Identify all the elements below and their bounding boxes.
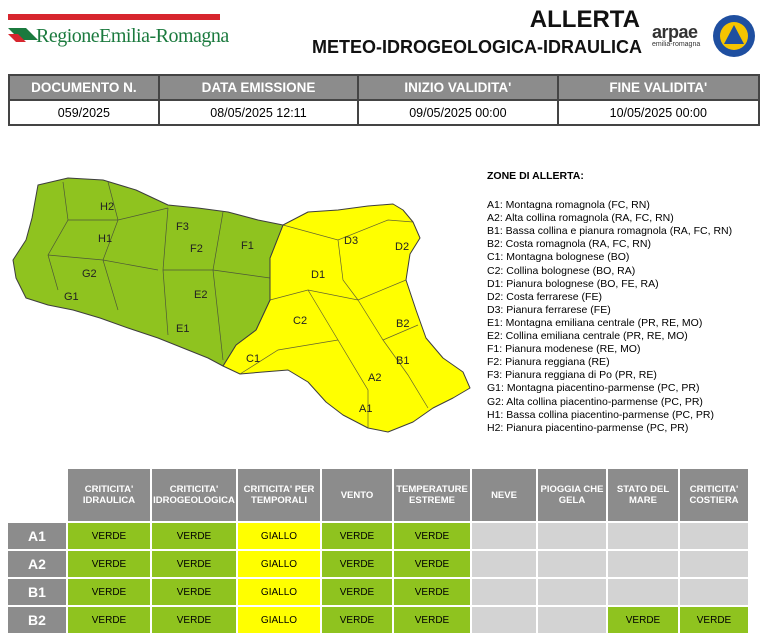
legend-item: H2: Pianura piacentino-parmense (PC, PR) (487, 421, 689, 434)
risk-cell: VERDE (321, 606, 393, 634)
risk-header-line: CRITICITA' PER (243, 484, 315, 495)
header (0, 0, 768, 68)
map-label-f2: F2 (190, 243, 203, 255)
legend-item: G1: Montagna piacentino-parmense (PC, PR) (487, 382, 700, 395)
document-value-row (9, 100, 759, 125)
risk-header-line: IDROGEOLOGICA (153, 495, 235, 506)
map-label-b2: B2 (396, 318, 410, 330)
doc-start-date: 09/05/2025 00:00 (358, 100, 557, 125)
risk-cell: GIALLO (237, 522, 321, 550)
risk-cell (537, 522, 607, 550)
risk-header-line: TEMPORALI (251, 495, 307, 506)
document-info-table (8, 74, 760, 126)
legend-item: F2: Pianura reggiana (RE) (487, 356, 610, 369)
risk-cell: VERDE (67, 606, 151, 634)
page-subtitle: METEO-IDROGEOLOGICA-IDRAULICA (312, 37, 642, 57)
region-logo (8, 14, 229, 50)
risk-column-header (679, 468, 749, 522)
doc-header-end: FINE VALIDITA' (558, 75, 759, 100)
risk-header-line: CRITICITA' (169, 484, 219, 495)
risk-cell (471, 606, 537, 634)
map-label-a1: A1 (359, 403, 373, 415)
risk-header-line: GELA (558, 495, 586, 506)
legend-item: H1: Bassa collina piacentino-parmense (PC, PR) (487, 408, 715, 421)
arpae-logo-subtext: emilia-romagna (652, 41, 701, 48)
map-label-e1: E1 (176, 323, 190, 335)
risk-cell: VERDE (393, 606, 471, 634)
risk-cell: VERDE (393, 550, 471, 578)
risk-cell (607, 522, 679, 550)
risk-column-header (607, 468, 679, 522)
page-title: ALLERTA (529, 6, 640, 33)
doc-header-number: DOCUMENTO N. (9, 75, 159, 100)
legend-item: E2: Collina emiliana centrale (PR, RE, MO) (487, 330, 688, 343)
legend-item: B1: Bassa collina e pianura romagnola (RA, FC, RN) (487, 225, 733, 238)
legend-item: D2: Costa ferrarese (FE) (487, 290, 602, 303)
risk-column-header (537, 468, 607, 522)
risk-cell: GIALLO (237, 550, 321, 578)
logo-red-bar (8, 14, 220, 20)
legend-item: C1: Montagna bolognese (BO) (487, 251, 630, 264)
map-label-b1: B1 (396, 355, 410, 367)
region-logo-text: RegioneEmilia-Romagna (36, 25, 229, 47)
risk-cell: VERDE (679, 606, 749, 634)
risk-cell (679, 578, 749, 606)
risk-cell (537, 606, 607, 634)
risk-header-line: VENTO (340, 489, 374, 501)
legend-item: F3: Pianura reggiana di Po (PR, RE) (487, 369, 657, 382)
risk-cell: VERDE (607, 606, 679, 634)
risk-row (7, 550, 749, 578)
doc-header-emission: DATA EMISSIONE (159, 75, 358, 100)
risk-zone-label: B1 (7, 578, 67, 606)
legend-title: ZONE DI ALLERTA: (487, 170, 584, 182)
risk-header-line: CRITICITA' (689, 484, 739, 495)
map-label-g2: G2 (82, 268, 97, 280)
legend-item: A1: Montagna romagnola (FC, RN) (487, 199, 650, 212)
risk-cell (679, 550, 749, 578)
risk-header-line: CRITICITA' (84, 484, 134, 495)
map-label-a2: A2 (368, 372, 382, 384)
map-label-c2: C2 (293, 315, 308, 327)
map-label-f1: F1 (241, 240, 254, 252)
risk-column-header (321, 468, 393, 522)
legend-item: A2: Alta collina romagnola (RA, FC, RN) (487, 212, 674, 225)
risk-cell: GIALLO (237, 606, 321, 634)
risk-header-line: STATO DEL (616, 484, 670, 495)
risk-cell (607, 578, 679, 606)
legend-item: C2: Collina bolognese (BO, RA) (487, 264, 636, 277)
risk-cell (537, 578, 607, 606)
risk-header-row (7, 468, 749, 522)
risk-cell (607, 550, 679, 578)
doc-emission-date: 08/05/2025 12:11 (159, 100, 358, 125)
risk-cell: VERDE (393, 578, 471, 606)
risk-row (7, 578, 749, 606)
risk-table (6, 467, 750, 635)
legend-item: D1: Pianura bolognese (BO, FE, RA) (487, 277, 659, 290)
arpae-logo (652, 22, 710, 52)
risk-cell (471, 550, 537, 578)
risk-cell: GIALLO (237, 578, 321, 606)
legend-list (487, 199, 762, 435)
map-label-h1: H1 (98, 233, 113, 245)
protezione-civile-logo-icon (712, 14, 756, 58)
document-header-row (9, 75, 759, 100)
alert-zone-map (8, 160, 476, 440)
map-label-d3: D3 (344, 235, 359, 247)
legend-item: E1: Montagna emiliana centrale (PR, RE, MO) (487, 316, 703, 329)
risk-header-line: ESTREME (409, 495, 455, 506)
risk-row (7, 522, 749, 550)
risk-zone-label: A2 (7, 550, 67, 578)
risk-header-line: COSTIERA (689, 495, 739, 506)
risk-column-header (67, 468, 151, 522)
risk-header-line: IDRAULICA (82, 495, 136, 506)
risk-cell: VERDE (67, 550, 151, 578)
risk-column-header (237, 468, 321, 522)
map-label-g1: G1 (64, 291, 79, 303)
risk-cell (471, 578, 537, 606)
risk-corner-cell (7, 468, 67, 522)
risk-column-header (151, 468, 237, 522)
legend-item: F1: Pianura modenese (RE, MO) (487, 343, 641, 356)
risk-row (7, 606, 749, 634)
risk-cell: VERDE (151, 522, 237, 550)
risk-cell (471, 522, 537, 550)
risk-column-header (471, 468, 537, 522)
risk-cell: VERDE (321, 550, 393, 578)
legend-item: G2: Alta collina piacentino-parmense (PC, PR) (487, 395, 703, 408)
doc-header-start: INIZIO VALIDITA' (358, 75, 557, 100)
legend-item: D3: Pianura ferrarese (FE) (487, 303, 611, 316)
risk-header-line: MARE (629, 495, 657, 506)
risk-cell (537, 550, 607, 578)
risk-zone-label: B2 (7, 606, 67, 634)
risk-cell: VERDE (67, 578, 151, 606)
legend-item: B2: Costa romagnola (RA, FC, RN) (487, 238, 651, 251)
risk-cell: VERDE (321, 578, 393, 606)
risk-cell: VERDE (67, 522, 151, 550)
risk-header-line: TEMPERATURE (396, 484, 468, 495)
zone-legend (487, 170, 762, 435)
risk-cell: VERDE (151, 550, 237, 578)
risk-header-line: NEVE (491, 489, 517, 501)
map-label-e2: E2 (194, 289, 208, 301)
risk-cell: VERDE (151, 578, 237, 606)
risk-cell (679, 522, 749, 550)
doc-end-date: 10/05/2025 00:00 (558, 100, 759, 125)
risk-cell: VERDE (393, 522, 471, 550)
risk-column-header (393, 468, 471, 522)
arpae-logo-text: arpae (652, 22, 698, 42)
map-label-d1: D1 (311, 269, 326, 281)
risk-cell: VERDE (151, 606, 237, 634)
map-zone-green (13, 178, 283, 366)
risk-header-line: PIOGGIA CHE (540, 484, 604, 495)
map-label-d2: D2 (395, 241, 410, 253)
risk-cell: VERDE (321, 522, 393, 550)
region-flag-icon (8, 24, 38, 46)
risk-zone-label: A1 (7, 522, 67, 550)
map-label-f3: F3 (176, 221, 189, 233)
doc-number: 059/2025 (9, 100, 159, 125)
map-label-h2: H2 (100, 201, 115, 213)
map-label-c1: C1 (246, 353, 261, 365)
